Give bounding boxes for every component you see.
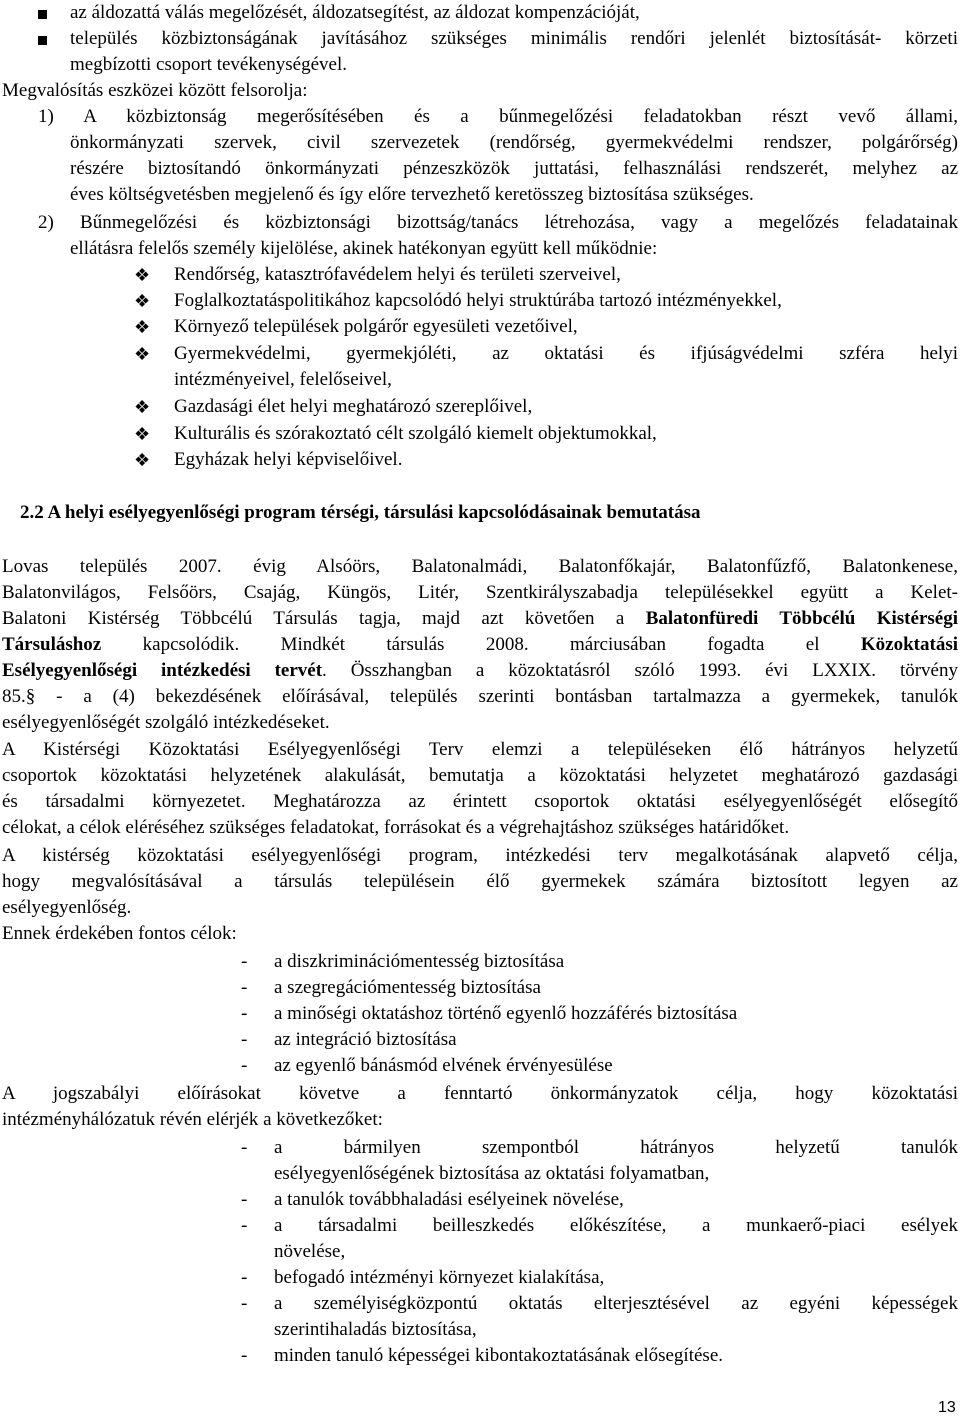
- text-run: kapcsolódik. Mindkét társulás 2008. márciusában fogadta el: [101, 634, 861, 655]
- target-item: a személyiségközpontú oktatás elterjesztésével az egyéni képességek: [274, 1293, 958, 1314]
- dash-bullet: -: [241, 1293, 248, 1314]
- paragraph-line: esélyegyenlőségét szolgáló intézkedéseket.: [2, 712, 330, 733]
- bold-run: Közoktatási: [860, 634, 958, 655]
- paragraph-line: esélyegyenlőség.: [2, 897, 132, 918]
- dash-bullet: -: [241, 1003, 248, 1024]
- goal-item: az egyenlő bánásmód elvének érvényesülése: [274, 1055, 613, 1076]
- diamond-list-item: Környező települések polgárőr egyesületi vezetőivel,: [174, 316, 578, 337]
- goal-item: a szegregációmentesség biztosítása: [274, 977, 541, 998]
- page-number: 13: [938, 1399, 956, 1416]
- target-item: befogadó intézményi környezet kialakítása,: [274, 1267, 605, 1288]
- dash-bullet: -: [241, 1189, 248, 1210]
- target-item: szerintihaladás biztosítása,: [274, 1319, 477, 1340]
- diamond-bullet-icon: ❖: [134, 450, 151, 470]
- paragraph-line: [2, 632, 958, 658]
- diamond-bullet-icon: ❖: [134, 397, 151, 417]
- paragraph-line: intézményhálózatuk révén elérjék a következőket:: [2, 1109, 383, 1130]
- target-item: a tanulók továbbhaladási esélyeinek növelése,: [274, 1189, 624, 1210]
- diamond-bullet-icon: ❖: [134, 344, 151, 364]
- paragraph-line: Balatonvilágos, Felsőörs, Csajág, Küngös, Litér, Szentkirályszabadja településekkel együtt a Kelet-: [2, 582, 958, 603]
- bullet-text: az áldozattá válás megelőzését, áldozatsegítést, az áldozat kompenzációját,: [70, 2, 640, 23]
- dash-bullet: -: [241, 951, 248, 972]
- diamond-list-item: Egyházak helyi képviselőivel.: [174, 449, 403, 470]
- bold-run: Esélyegyenlőségi intézkedési tervét: [2, 660, 323, 681]
- means-intro: Megvalósítás eszközei között felsorolja:: [2, 80, 308, 101]
- diamond-bullet-icon: ❖: [134, 424, 151, 444]
- text-run: . Összhangban a közoktatásról szóló 1993. évi LXXIX. törvény: [322, 660, 958, 681]
- item-1-line: 1) A közbiztonság megerősítésében és a bűnmegelőzési feladatokban részt vevő állami,: [38, 106, 958, 127]
- paragraph-line: célokat, a célok eléréséhez szükséges feladatokat, forrásokat és a végrehajtáshoz szükséges határidőket.: [2, 817, 790, 838]
- target-item: a bármilyen szempontból hátrányos helyzetű tanulók: [274, 1137, 958, 1158]
- paragraph-line: hogy megvalósításával a társulás településein élő gyermekek számára biztosított legyen az: [2, 871, 958, 892]
- target-item: növelése,: [274, 1241, 346, 1262]
- dash-bullet: -: [241, 1055, 248, 1076]
- paragraph-line: A jogszabályi előírásokat követve a fenntartó önkormányzatok célja, hogy közoktatási: [2, 1083, 958, 1104]
- dash-bullet: -: [241, 1267, 248, 1288]
- target-item: esélyegyenlőségének biztosítása az oktatási folyamatban,: [274, 1163, 710, 1184]
- dash-bullet: -: [241, 977, 248, 998]
- diamond-bullet-icon: ❖: [134, 291, 151, 311]
- diamond-list-item: Gyermekvédelmi, gyermekjóléti, az oktatási és ifjúságvédelmi szféra helyi: [174, 343, 958, 364]
- dash-bullet: -: [241, 1029, 248, 1050]
- square-bullet-icon: [38, 36, 47, 45]
- paragraph-line: Lovas település 2007. évig Alsóörs, Balatonalmádi, Balatonfőkajár, Balatonfűzfő, Balatonkenese,: [2, 556, 958, 577]
- dash-bullet: -: [241, 1137, 248, 1158]
- item-2-line: 2) Bűnmegelőzési és közbiztonsági bizottság/tanács létrehozása, vagy a megelőzés feladatainak: [38, 212, 958, 233]
- square-bullet-icon: [38, 10, 47, 19]
- item-1-line: éves költségvetésben megjelenő és így előre tervezhető keretösszeg biztosítása szükséges.: [70, 184, 754, 205]
- diamond-bullet-icon: ❖: [134, 317, 151, 337]
- goal-item: a diszkriminációmentesség biztosítása: [274, 951, 565, 972]
- bullet-text: megbízotti csoport tevékenységével.: [70, 54, 347, 75]
- target-item: a társadalmi beilleszkedés előkészítése, a munkaerő-piaci esélyek: [274, 1215, 958, 1236]
- paragraph-line: [2, 606, 958, 632]
- bullet-text: település közbiztonságának javításához szükséges minimális rendőri jelenlét biztosítását- körzeti: [70, 28, 958, 49]
- diamond-list-item: Rendőrség, katasztrófavédelem helyi és területi szerveivel,: [174, 264, 621, 285]
- paragraph-line: A Kistérségi Közoktatási Esélyegyenlőségi Terv elemzi a településeken élő hátrányos helyzetű: [2, 739, 958, 760]
- item-1-line: önkormányzati szervek, civil szervezetek (rendőrség, gyermekvédelmi rendszer, polgárőrség): [70, 132, 958, 153]
- diamond-list-item: Kulturális és szórakoztató célt szolgáló kiemelt objektumokkal,: [174, 423, 657, 444]
- bold-run: Társuláshoz: [2, 634, 102, 655]
- goal-item: a minőségi oktatáshoz történő egyenlő hozzáférés biztosítása: [274, 1003, 738, 1024]
- dash-bullet: -: [241, 1215, 248, 1236]
- item-1-line: részére biztosítandó önkormányzati pénzeszközök juttatási, felhasználási rendszerét, melyhez az: [70, 158, 958, 179]
- target-item: minden tanuló képességei kibontakoztatásának elősegítése.: [274, 1345, 723, 1366]
- diamond-bullet-icon: ❖: [134, 265, 151, 285]
- diamond-list-item: Gazdasági élet helyi meghatározó szereplőivel,: [174, 396, 533, 417]
- goals-intro: Ennek érdekében fontos célok:: [2, 923, 237, 944]
- bold-run: Balatonfüredi Többcélú Kistérségi: [645, 608, 958, 629]
- section-heading: 2.2 A helyi esélyegyenlőségi program térségi, társulási kapcsolódásainak bemutatása: [20, 502, 701, 523]
- paragraph-line: csoportok közoktatási helyzetének alakulását, bemutatja a közoktatási helyzetet meghatározó gazdasági: [2, 765, 958, 786]
- dash-bullet: -: [241, 1345, 248, 1366]
- paragraph-line: 85.§ - a (4) bekezdésének előírásával, település szerinti bontásban tartalmazza a gyermekek, tanulók: [2, 686, 958, 707]
- paragraph-line: A kistérség közoktatási esélyegyenlőségi program, intézkedési terv megalkotásának alapvető célja,: [2, 845, 958, 866]
- diamond-list-item: Foglalkoztatáspolitikához kapcsolódó helyi struktúrába tartozó intézményekkel,: [174, 290, 782, 311]
- item-2-line: ellátásra felelős személy kijelölése, akinek hatékonyan együtt kell működnie:: [70, 238, 658, 259]
- diamond-list-item: intézményeivel, felelőseivel,: [174, 369, 392, 390]
- goal-item: az integráció biztosítása: [274, 1029, 457, 1050]
- paragraph-line: [2, 658, 958, 684]
- text-run: Balatoni Kistérség Többcélú Társulás tagja, majd azt követően a: [2, 608, 646, 629]
- paragraph-line: és társadalmi környezetet. Meghatározza az érintett csoportok oktatási esélyegyenlőségét elősegítő: [2, 791, 958, 812]
